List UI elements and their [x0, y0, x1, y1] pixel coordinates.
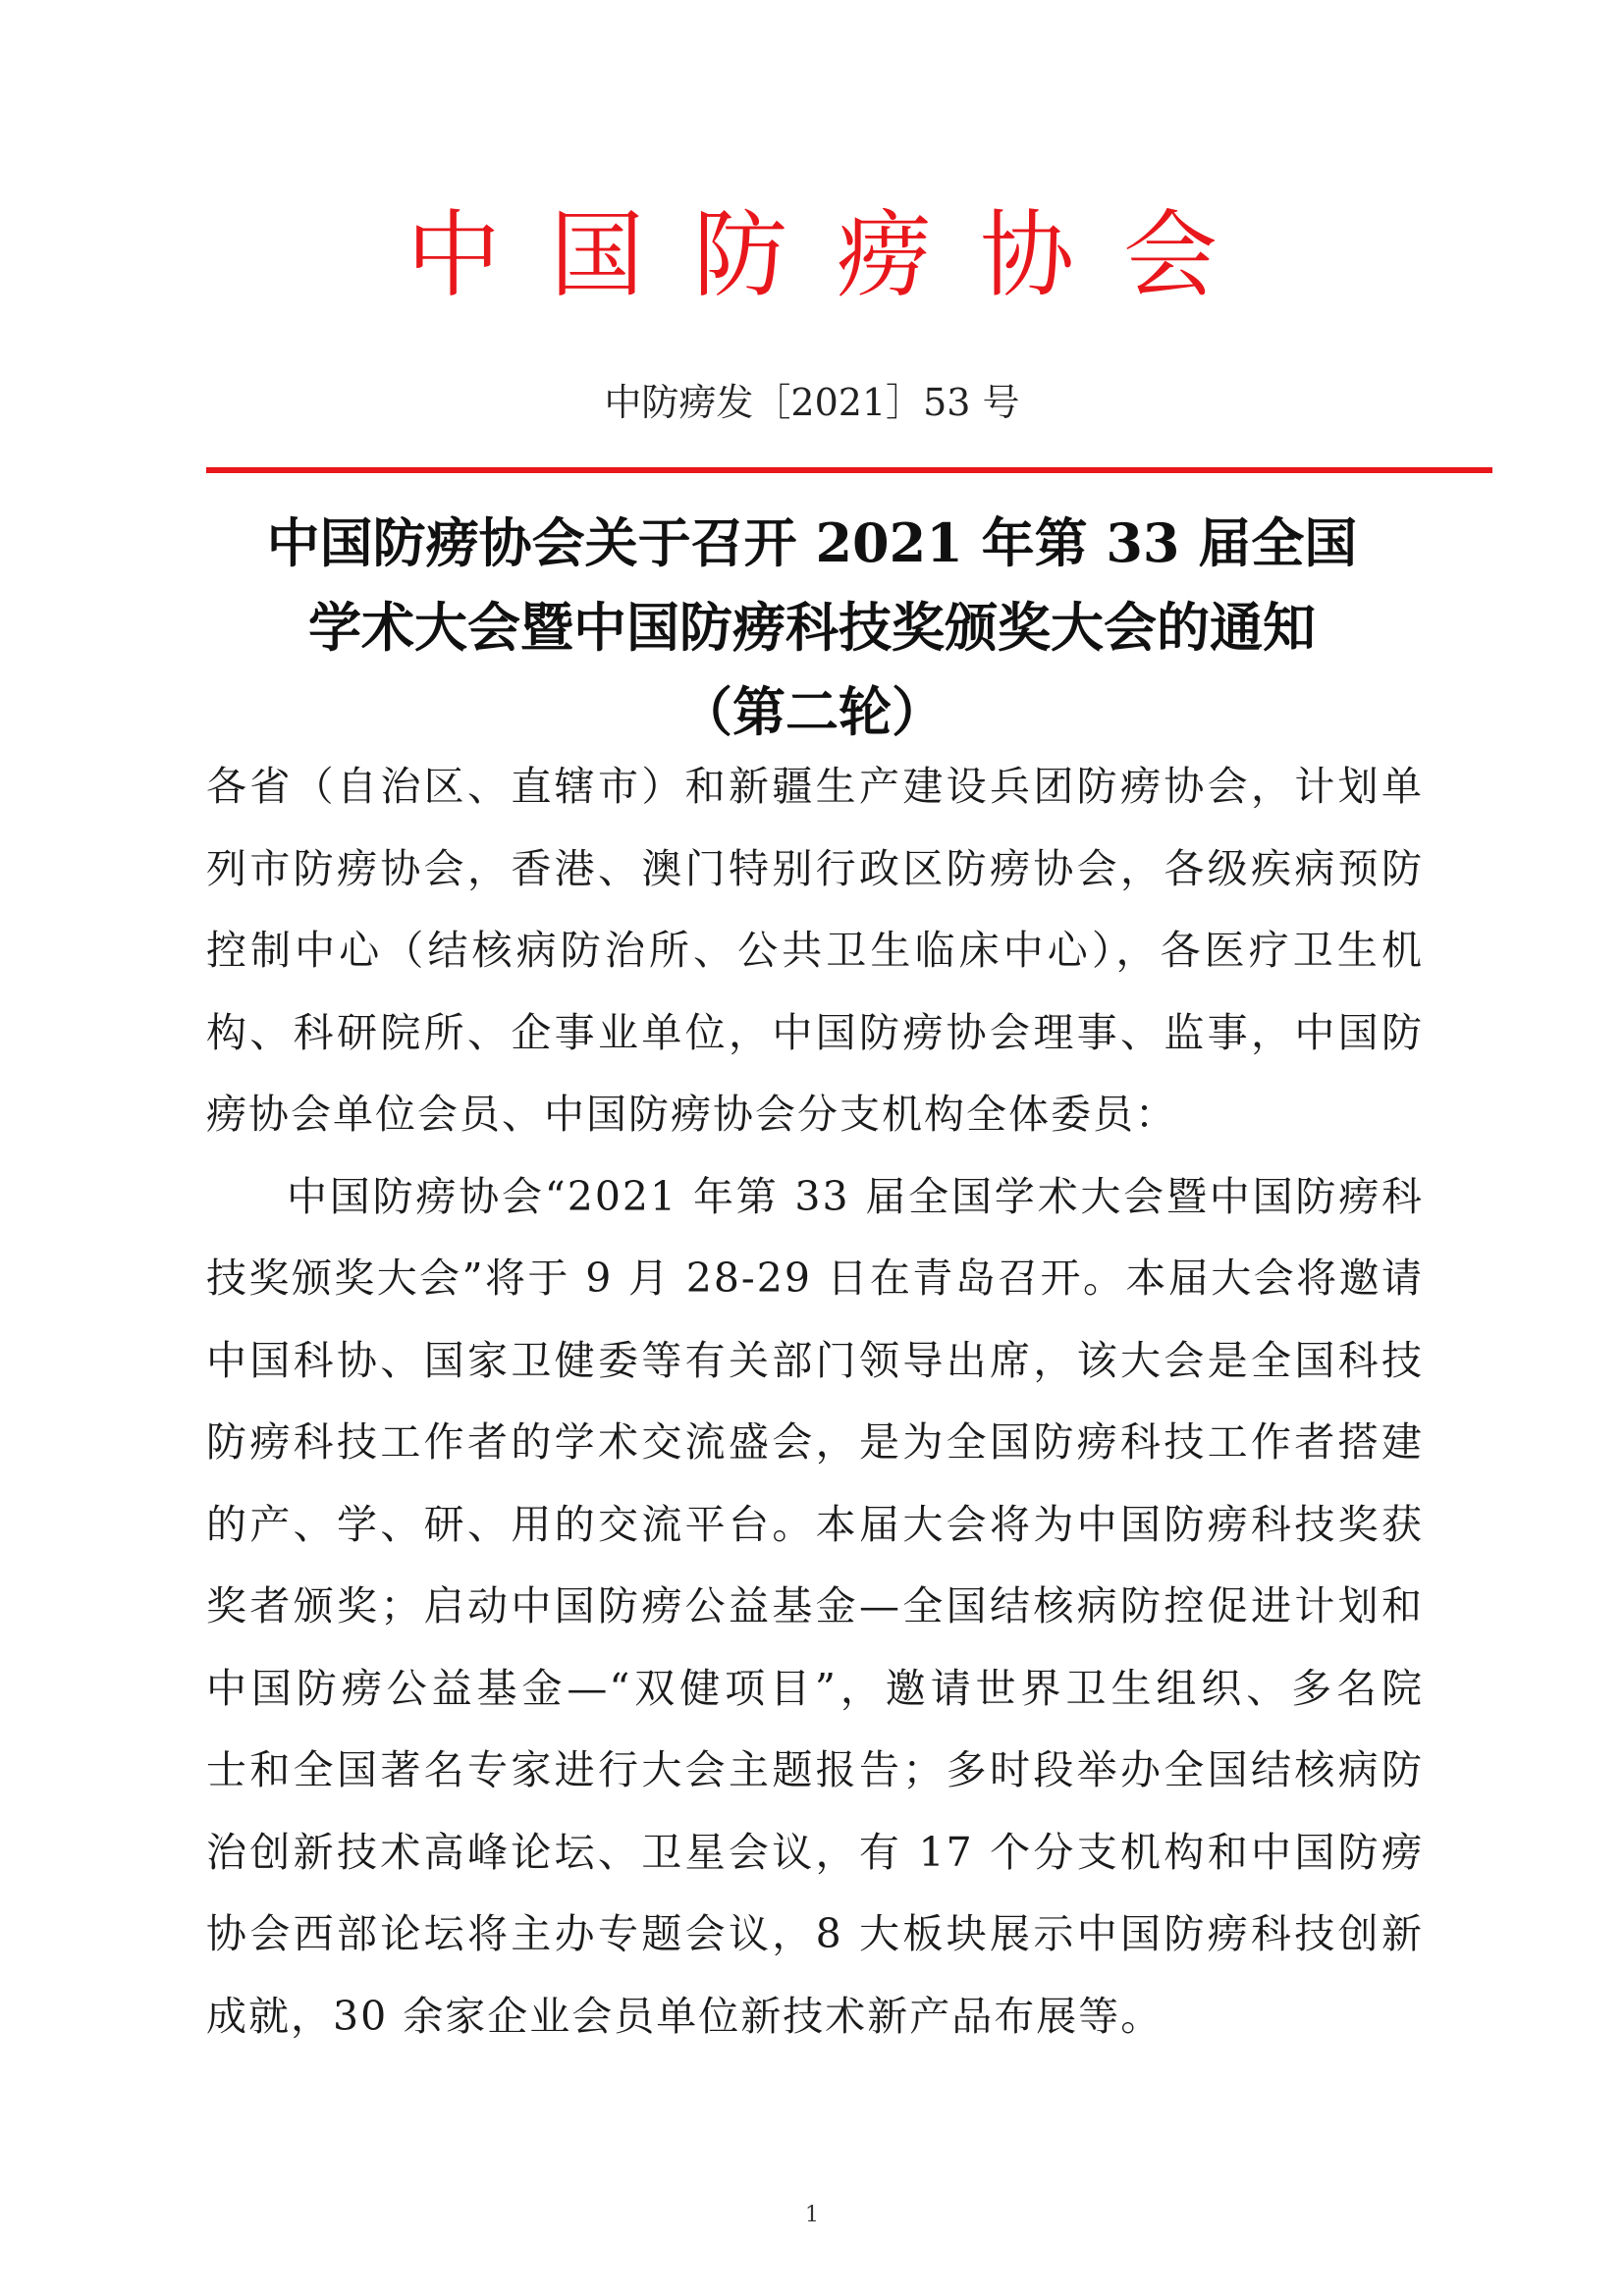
paragraph-line: 奖者颁奖；启动中国防痨公益基金—全国结核病防控促进计划和 — [206, 1582, 1424, 1629]
title-line-2: 学术大会暨中国防痨科技奖颁奖大会的通知 — [308, 596, 1316, 659]
notice-title — [147, 501, 1477, 754]
salutation-line: 构、科研院所、企事业单位，中国防痨协会理事、监事，中国防 — [206, 1008, 1424, 1056]
notice-body — [206, 746, 1424, 2057]
page-number: 1 — [805, 2203, 819, 2227]
salutation-line: 各省（自治区、直辖市）和新疆生产建设兵团防痨协会，计划单 — [206, 763, 1424, 810]
paragraph-line: 治创新技术高峰论坛、卫星会议，有 17 个分支机构和中国防痨 — [206, 1828, 1424, 1876]
paragraph-line: 士和全国著名专家进行大会主题报告；多时段举办全国结核病防 — [206, 1746, 1424, 1793]
paragraph-line: 中国防痨公益基金—“双健项目”，邀请世界卫生组织、多名院 — [206, 1664, 1424, 1712]
document-number: 中防痨发［2021］53 号 — [604, 381, 1020, 424]
paragraph-1 — [206, 1156, 1424, 2058]
paragraph-line: 技奖颁奖大会”将于 9 月 28-29 日在青岛召开。本届大会将邀请 — [206, 1255, 1424, 1302]
title-line-1: 中国防痨协会关于召开 2021 年第 33 届全国 — [266, 511, 1358, 574]
paragraph-line: 协会西部论坛将主办专题会议，8 大板块展示中国防痨科技创新 — [206, 1910, 1424, 1957]
paragraph-line: 的产、学、研、用的交流平台。本届大会将为中国防痨科技奖获 — [206, 1500, 1424, 1548]
paragraph-line: 防痨科技工作者的学术交流盛会，是为全国防痨科技工作者搭建 — [206, 1418, 1424, 1466]
title-line-3: （第二轮） — [679, 680, 945, 743]
paragraph-line: 成就，30 余家企业会员单位新技术新产品布展等。 — [206, 1992, 1164, 2040]
salutation-line: 痨协会单位会员、中国防痨协会分支机构全体委员： — [206, 1091, 1177, 1138]
organization-header: 中国防痨协会 — [406, 200, 1267, 310]
red-divider-rule — [206, 467, 1492, 473]
salutation — [206, 746, 1424, 1156]
paragraph-line: 中国科协、国家卫健委等有关部门领导出席，该大会是全国科技 — [206, 1336, 1424, 1384]
salutation-line: 列市防痨协会，香港、澳门特别行政区防痨协会，各级疾病预防 — [206, 844, 1424, 892]
paragraph-line: 中国防痨协会“2021 年第 33 届全国学术大会暨中国防痨科 — [287, 1172, 1424, 1220]
salutation-line: 控制中心（结核病防治所、公共卫生临床中心），各医疗卫生机 — [206, 927, 1424, 974]
